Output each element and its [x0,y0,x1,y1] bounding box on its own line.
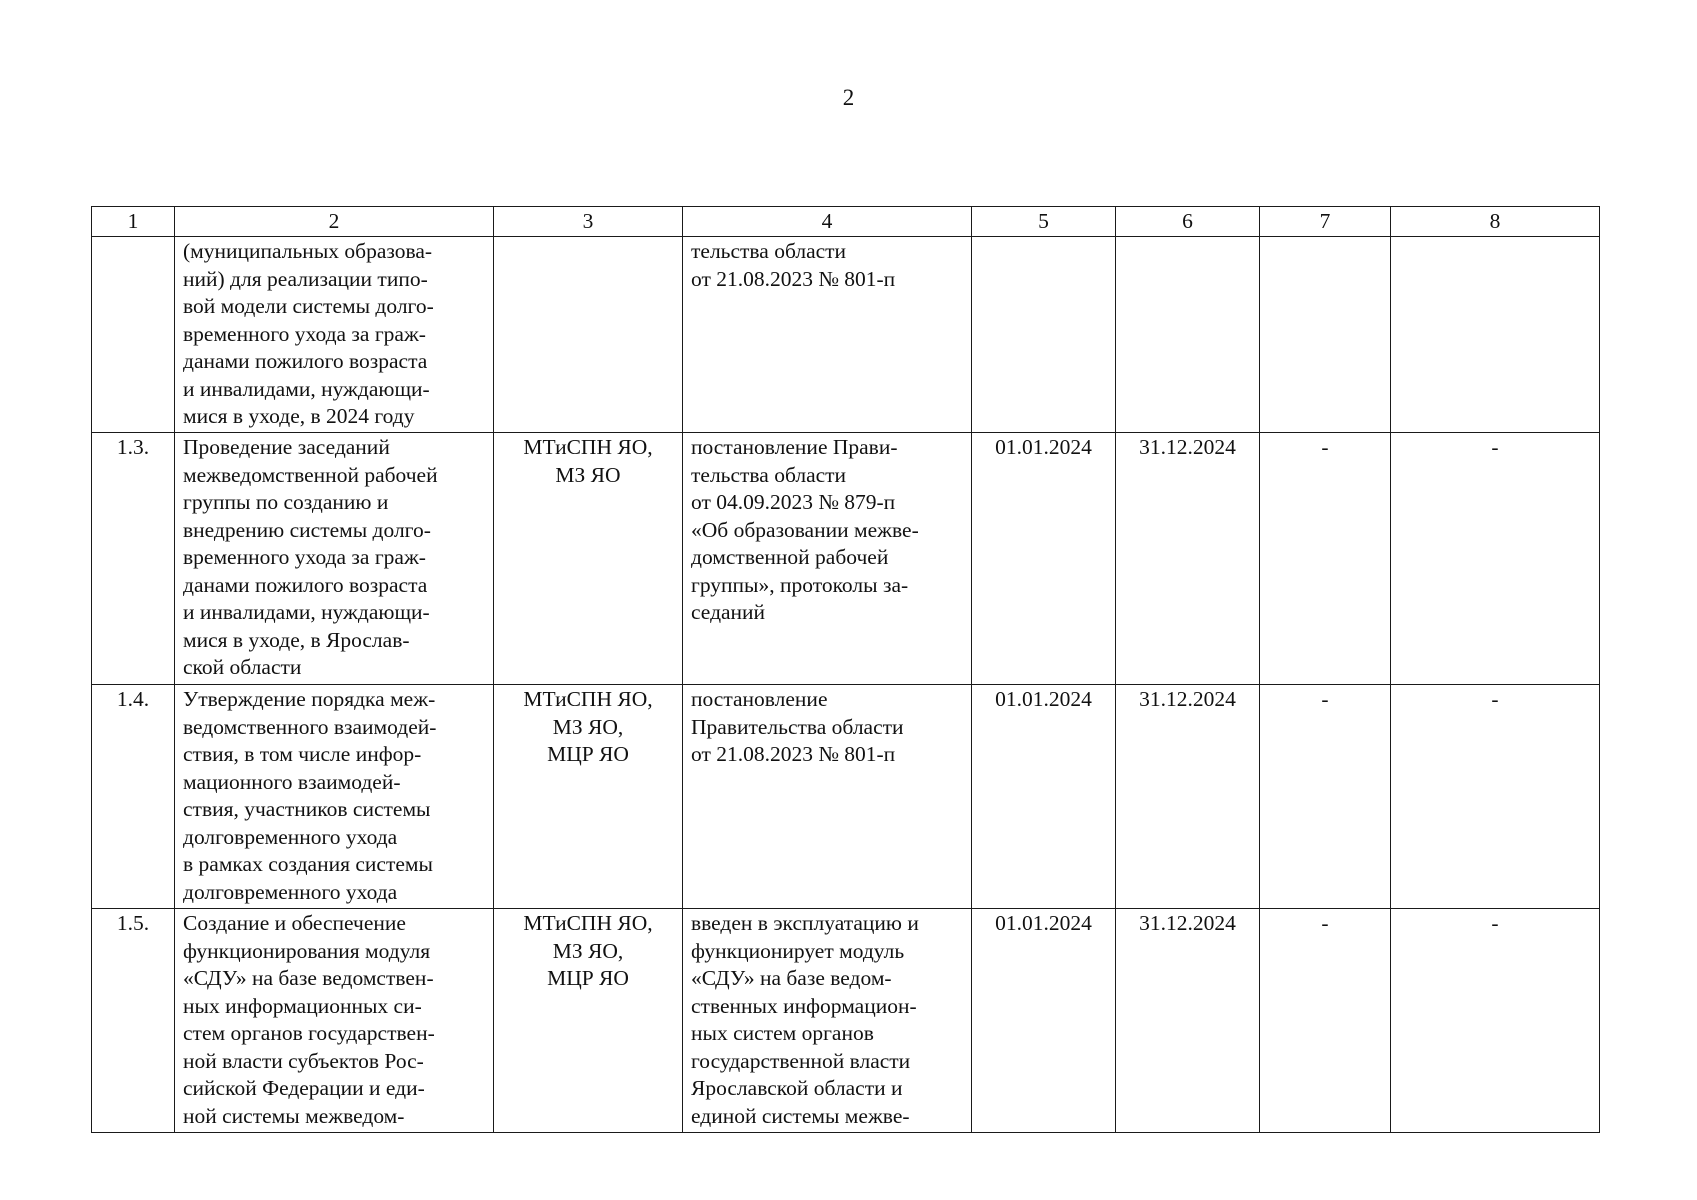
document-cell [683,433,972,685]
document-line: группы», протоколы за- [691,572,909,597]
table-header [92,207,1600,237]
event-name-line: и инвалидами, нуждающи- [183,600,430,624]
column-header-3: 3 [494,207,683,237]
column-header-4: 4 [683,207,972,237]
event-name-line: группы по созданию и [183,490,389,514]
event-name-line: межведомственной рабочей [183,462,438,487]
event-name-cell [175,685,494,909]
table-row [92,685,1600,909]
document-line: домственной рабочей [691,545,889,569]
executor-cell [494,433,683,685]
event-name-line: долговременного ухода [183,879,398,904]
document-line: от 04.09.2023 № 879-п [691,490,896,514]
end-date-cell: 31.12.2024 [1116,433,1260,685]
document-line: Ярославской области и [691,1076,903,1100]
executor-line: МЗ ЯО, [552,714,624,739]
document-cell [683,685,972,909]
event-name-line: ной власти субъектов Рос- [183,1048,424,1073]
end-date-cell [1116,237,1260,433]
column-8-cell: - [1391,433,1600,685]
executor-cell [494,685,683,909]
event-name-cell [175,237,494,433]
event-name-line: мационного взаимодей- [183,769,401,794]
column-header-5: 5 [972,207,1116,237]
column-8-cell: - [1391,685,1600,909]
document-line: «СДУ» на базе ведом- [691,966,892,990]
event-name-line: ствия, участников системы [183,797,431,821]
executor-line: МЗ ЯО, [552,938,624,963]
row-number-cell: 1.5. [92,909,175,1133]
event-name-line: сийской Федерации и еди- [183,1076,425,1100]
executor-line: МЦР ЯО [547,966,629,990]
document-line: постановление [691,687,828,711]
row-number-cell [92,237,175,433]
event-name-line: внедрению системы долго- [183,517,431,542]
end-date-cell: 31.12.2024 [1116,909,1260,1133]
event-name-line: стем органов государствен- [183,1021,435,1045]
event-name-line: функционирования модуля [183,938,431,963]
column-8-cell [1391,237,1600,433]
document-line: государственной власти [691,1048,911,1073]
column-7-cell: - [1260,909,1391,1133]
document-line: функционирует модуль [691,938,905,963]
executor-line: МЦР ЯО [547,742,629,766]
start-date-cell: 01.01.2024 [972,685,1116,909]
event-name-line: ведомственного взаимодей- [183,714,437,739]
start-date-cell: 01.01.2024 [972,909,1116,1133]
table-body [92,237,1600,1133]
document-line: постановление Прави- [691,435,898,459]
executor-line: МЗ ЯО [555,462,621,487]
executor-line: МТиСПН ЯО, [523,435,653,459]
end-date-cell: 31.12.2024 [1116,685,1260,909]
document-line: седаний [691,600,766,624]
executor-line: МТиСПН ЯО, [523,911,653,935]
event-name-cell [175,909,494,1133]
table-row [92,237,1600,433]
document-line: «Об образовании межве- [691,517,919,542]
plan-table [91,206,1600,1133]
event-name-line: (муниципальных образова- [183,239,433,263]
event-name-line: временного ухода за граж- [183,545,426,569]
event-name-line: мися в уходе, в Ярослав- [183,627,410,652]
event-name-line: ний) для реализации типо- [183,266,428,291]
document-line: ных систем органов [691,1021,874,1045]
document-line: введен в эксплуатацию и [691,911,919,935]
event-name-line: временного ухода за граж- [183,321,426,346]
header-row [92,207,1600,237]
executor-cell [494,237,683,433]
event-name-line: Проведение заседаний [183,435,390,459]
event-name-line: мися в уходе, в 2024 году [183,404,415,428]
document-cell [683,909,972,1133]
column-7-cell [1260,237,1391,433]
event-name-line: ной системы межведом- [183,1103,405,1128]
document-line: от 21.08.2023 № 801-п [691,742,896,766]
event-name-line: ствия, в том числе инфор- [183,742,422,766]
column-header-1: 1 [92,207,175,237]
event-name-line: ской области [183,655,302,679]
event-name-line: Создание и обеспечение [183,911,406,935]
column-header-7: 7 [1260,207,1391,237]
column-header-8: 8 [1391,207,1600,237]
table-row [92,433,1600,685]
document-line: единой системы межве- [691,1103,910,1128]
start-date-cell [972,237,1116,433]
event-name-line: «СДУ» на базе ведомствен- [183,966,434,990]
executor-cell [494,909,683,1133]
row-number-cell: 1.4. [92,685,175,909]
event-name-line: Утверждение порядка меж- [183,687,436,711]
event-name-line: долговременного ухода [183,824,398,849]
document-cell [683,237,972,433]
document-line: тельства области [691,462,847,487]
page-number: 2 [842,85,855,110]
column-header-2: 2 [175,207,494,237]
document-line: тельства области [691,239,847,263]
event-name-line: в рамках создания системы [183,852,433,876]
table-row [92,909,1600,1133]
event-name-cell [175,433,494,685]
column-7-cell: - [1260,685,1391,909]
document-line: от 21.08.2023 № 801-п [691,266,896,291]
event-name-line: и инвалидами, нуждающи- [183,376,430,401]
document-line: ственных информацион- [691,993,917,1018]
event-name-line: данами пожилого возраста [183,349,428,373]
event-name-line: данами пожилого возраста [183,572,428,597]
column-7-cell: - [1260,433,1391,685]
column-header-6: 6 [1116,207,1260,237]
column-8-cell: - [1391,909,1600,1133]
row-number-cell: 1.3. [92,433,175,685]
start-date-cell: 01.01.2024 [972,433,1116,685]
document-line: Правительства области [691,714,904,739]
event-name-line: вой модели системы долго- [183,294,434,318]
executor-line: МТиСПН ЯО, [523,687,653,711]
event-name-line: ных информационных си- [183,993,422,1018]
